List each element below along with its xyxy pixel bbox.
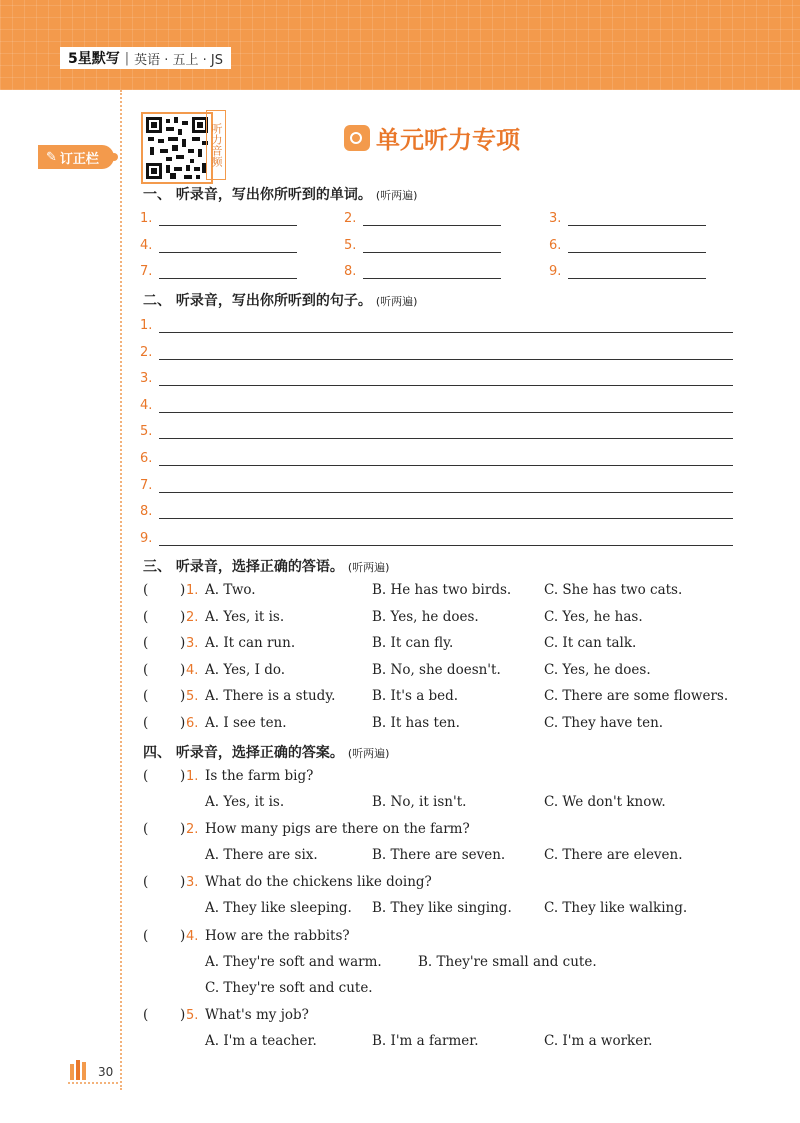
sentence-blank-number: 7. [140,477,153,493]
option-c: C. They like walking. [544,900,688,916]
answer-paren-open[interactable]: ( [143,688,149,704]
option-b: B. I'm a farmer. [372,1033,479,1049]
word-blank-number: 4. [140,238,153,253]
sentence-blank-line[interactable] [159,385,733,386]
correction-label: 订正栏 [59,151,99,167]
option-c: C. Yes, he does. [544,661,651,678]
option-a: A. There is a study. [205,688,336,704]
sentence-blank-line[interactable] [159,438,733,439]
margin-dotted-line [120,90,122,1090]
section-2-heading: 二、 听录音，写出你所听到的句子。 (听两遍) [143,293,418,309]
answer-paren-open[interactable]: ( [143,714,149,731]
section-4-heading: 四、 听录音，选择正确的答案。 (听两遍) [143,745,390,761]
answer-paren-close: ) [180,714,186,731]
word-blank-line[interactable] [568,225,706,226]
question-number: 3. [186,636,199,651]
option-a: A. I see ten. [205,714,287,731]
option-c: C. Yes, he has. [544,608,643,625]
header-tab: 5星默写 | 英语 · 五上 · JS [60,47,231,69]
answer-paren-close: ) [180,1007,186,1023]
question-number: 2. [186,609,199,625]
option-b: B. Yes, he does. [372,608,479,625]
page-number: 30 [98,1065,114,1079]
answer-paren-open[interactable]: ( [143,661,149,678]
word-blank-line[interactable] [159,278,297,279]
option-b: B. He has two birds. [372,582,512,598]
option-a: A. They like sleeping. [205,900,352,916]
books-icon [68,1058,92,1080]
option-a: A. Yes, it is. [205,608,285,625]
word-blank-number: 2. [344,211,357,226]
word-blank-number: 6. [549,238,562,253]
answer-paren-close: ) [180,928,186,944]
sentence-blank-number: 2. [140,344,153,360]
word-blank-number: 3. [549,211,562,226]
sentence-blank-line[interactable] [159,412,733,413]
question-number: 1. [186,583,199,598]
option-b: B. There are seven. [372,847,506,863]
answer-paren-open[interactable]: ( [143,928,149,944]
sentence-blank-line[interactable] [159,492,733,493]
option-a: A. Yes, I do. [205,661,286,678]
pencil-icon: ✎ [46,149,57,165]
page-title: 单元听力专项 [376,126,520,154]
option-a: A. There are six. [205,847,318,863]
sentence-blank-line[interactable] [159,545,733,546]
option-b: B. It can fly. [372,635,454,651]
option-c: C. It can talk. [544,635,637,651]
answer-paren-close: ) [180,661,186,678]
word-blank-number: 8. [344,264,357,279]
badge-dot [110,153,118,161]
question-number: 5. [186,689,199,704]
qr-code[interactable] [141,112,213,184]
answer-paren-close: ) [180,768,186,784]
option-c: C. They have ten. [544,714,664,731]
option-b: B. It's a bed. [372,688,459,704]
option-c: C. We don't know. [544,794,666,810]
answer-paren-close: ) [180,635,186,651]
sentence-blank-line[interactable] [159,465,733,466]
section-3-heading: 三、 听录音，选择正确的答语。 (听两遍) [143,559,390,575]
sentence-blank-number: 3. [140,371,153,387]
option-c: C. There are some flowers. [544,688,729,704]
sentence-blank-number: 9. [140,530,153,546]
qr-code-icon [146,117,208,179]
option-c: C. She has two cats. [544,582,683,598]
question-number: 4. [186,662,199,678]
sentence-blank-line[interactable] [159,518,733,519]
word-blank-number: 5. [344,238,357,253]
option-b: B. No, it isn't. [372,794,467,810]
word-blank-number: 9. [549,264,562,279]
footer-dotted-line [68,1082,118,1084]
option-a: A. I'm a teacher. [205,1033,317,1049]
option-a: A. Yes, it is. [205,794,285,810]
option-b: B. No, she doesn't. [372,661,501,678]
word-blank-number: 7. [140,264,153,279]
answer-paren-open[interactable]: ( [143,635,149,651]
word-blank-line[interactable] [568,252,706,253]
question-text: What do the chickens like doing? [205,874,432,890]
answer-paren-close: ) [180,608,186,625]
correction-badge [38,145,114,169]
sentence-blank-number: 6. [140,451,153,466]
headphones-icon [344,125,370,151]
header-band [0,0,800,90]
sentence-blank-line[interactable] [159,359,733,360]
question-number: 6. [186,715,199,731]
answer-paren-open[interactable]: ( [143,874,149,890]
answer-paren-close: ) [180,821,186,837]
option-c: C. There are eleven. [544,847,683,863]
answer-paren-open[interactable]: ( [143,1007,149,1023]
sentence-blank-number: 4. [140,397,153,413]
sentence-blank-number: 1. [140,318,153,333]
question-text: How are the rabbits? [205,928,350,944]
section-1-heading: 一、 听录音，写出你所听到的单词。 (听两遍) [143,187,418,203]
option-b: B. They like singing. [372,900,512,916]
answer-paren-open[interactable]: ( [143,582,149,598]
qr-audio-label: 听力音频 [206,110,226,180]
option-a: A. They're soft and warm. [205,954,382,970]
option-c: C. They're soft and cute. [205,980,373,996]
question-number: 4. [186,929,199,944]
word-blank-line[interactable] [363,225,501,226]
question-text: What's my job? [205,1007,309,1023]
question-number: 3. [186,875,199,890]
answer-paren-close: ) [180,582,186,598]
answer-paren-close: ) [180,688,186,704]
word-blank-line[interactable] [568,278,706,279]
question-text: Is the farm big? [205,768,314,784]
question-number: 5. [186,1008,199,1023]
brand-name: 5星默写 [68,51,120,67]
answer-paren-open[interactable]: ( [143,821,149,837]
answer-paren-open[interactable]: ( [143,768,149,784]
question-text: How many pigs are there on the farm? [205,821,470,837]
option-b: B. It has ten. [372,714,460,731]
question-number: 2. [186,822,199,837]
option-a: A. Two. [205,582,256,598]
sentence-blank-number: 8. [140,504,153,520]
option-a: A. It can run. [205,635,296,651]
option-b: B. They're small and cute. [418,954,597,970]
word-blank-line[interactable] [159,252,297,253]
question-number: 1. [186,769,199,784]
sentence-blank-number: 5. [140,424,153,440]
word-blank-line[interactable] [363,252,501,253]
option-c: C. I'm a worker. [544,1033,653,1049]
answer-paren-close: ) [180,874,186,890]
word-blank-line[interactable] [363,278,501,279]
book-info: 英语 · 五上 · JS [134,52,224,68]
word-blank-number: 1. [140,211,153,226]
word-blank-line[interactable] [159,225,297,226]
title-wrap [344,120,520,155]
sentence-blank-line[interactable] [159,332,733,333]
answer-paren-open[interactable]: ( [143,608,149,625]
